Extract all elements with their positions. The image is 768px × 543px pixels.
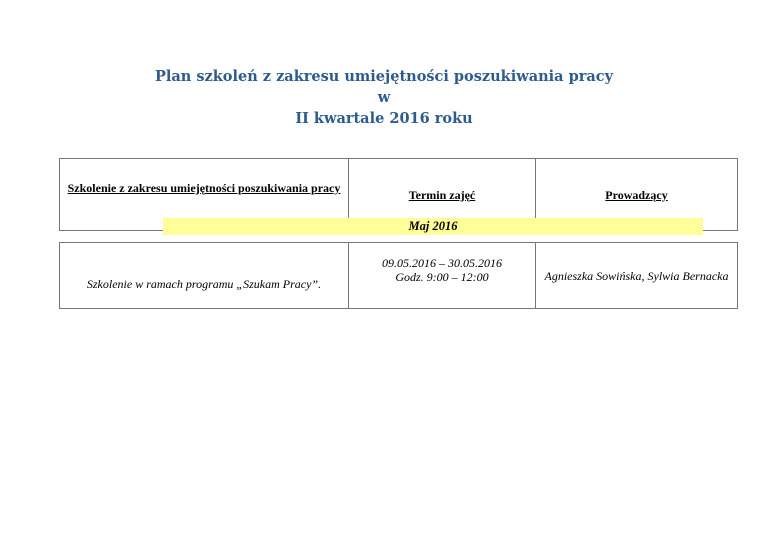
title-line-3: II kwartale 2016 roku [295,110,473,127]
title-line-1: Plan szkoleń z zakresu umiejętności poszukiwania pracy [154,68,614,85]
cell-training: Szkolenie w ramach programu „Szukam Pracy”. [60,243,349,309]
cell-hours: Godz. 9:00 – 12:00 [395,269,489,284]
header-trainer: Prowadzący [536,159,738,231]
cell-date-range: 09.05.2016 – 30.05.2016 [382,255,502,270]
schedule-data-table [59,242,738,309]
cell-date [349,243,536,309]
document-title [0,66,768,129]
header-date: Termin zajęć [349,159,536,231]
month-label: Maj 2016 [163,218,703,235]
header-training: Szkolenie z zakresu umiejętności poszukiwania pracy [60,159,349,231]
cell-trainer: Agnieszka Sowińska, Sylwia Bernacka [536,243,738,309]
table-row [60,243,738,309]
title-line-2: w [377,89,391,106]
